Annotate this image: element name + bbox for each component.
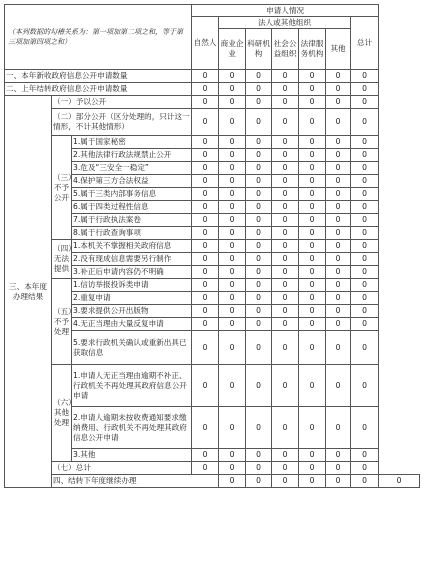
- cell: 0: [246, 83, 272, 96]
- cell: 0: [272, 83, 299, 96]
- cell: 0: [272, 292, 299, 305]
- cell: 0: [326, 214, 351, 227]
- cell: 0: [351, 70, 379, 83]
- table-row: [5, 462, 420, 475]
- table-row: [5, 83, 420, 96]
- disclosure-table: [4, 4, 420, 488]
- cell: 0: [326, 407, 351, 449]
- cell: 0: [299, 109, 326, 136]
- cell: 0: [219, 331, 246, 365]
- row-label: 四、结转下年度继续办理: [52, 475, 219, 488]
- cell: 0: [326, 109, 351, 136]
- row-label: 2.没有现成信息需要另行制作: [72, 253, 192, 266]
- cell: 0: [351, 475, 379, 488]
- cell: 0: [219, 136, 246, 149]
- table-row: [5, 96, 420, 109]
- cell: 0: [246, 188, 272, 201]
- cell: 0: [219, 162, 246, 175]
- row-label: 一、本年新收政府信息公开申请数量: [5, 70, 192, 83]
- cell: 0: [272, 227, 299, 240]
- cell: 0: [219, 266, 246, 279]
- row-label: 3.危及“三安全一稳定”: [72, 162, 192, 175]
- cell: 0: [246, 292, 272, 305]
- cell: 0: [326, 175, 351, 188]
- cell: 0: [192, 240, 219, 253]
- cell: 0: [246, 318, 272, 331]
- cell: 0: [351, 407, 379, 449]
- row-label: 2.申请人逾期未按收费通知要求缴纳费用、行政机关不再处理其政府信息公开申请: [72, 407, 192, 449]
- cell: 0: [272, 318, 299, 331]
- header-commercial: 商业企业: [219, 29, 246, 70]
- table-row: [5, 475, 420, 488]
- cell: 0: [246, 266, 272, 279]
- cell: 0: [246, 227, 272, 240]
- cell: 0: [351, 266, 379, 279]
- cell: 0: [246, 475, 272, 488]
- cell: 0: [192, 109, 219, 136]
- cell: 0: [326, 449, 351, 462]
- header-natural: 自然人: [192, 17, 219, 70]
- cell: 0: [219, 365, 246, 407]
- cell: 0: [192, 83, 219, 96]
- cell: 0: [299, 266, 326, 279]
- cell: 0: [192, 136, 219, 149]
- cell: 0: [299, 365, 326, 407]
- header-note: （本列数据的勾稽关系为：第一项加第二项之和，等于第三项加第四项之和）: [5, 5, 192, 70]
- cell: 0: [246, 175, 272, 188]
- cell: 0: [219, 407, 246, 449]
- row-label: 4.保护第三方合法权益: [72, 175, 192, 188]
- cell: 0: [219, 227, 246, 240]
- cell: 0: [246, 201, 272, 214]
- cell: 0: [299, 83, 326, 96]
- row-label: （二）部分公开（区分处理的，只计这一情形，不计其他情形）: [52, 109, 192, 136]
- cell: 0: [326, 227, 351, 240]
- cell: 0: [326, 253, 351, 266]
- cell: 0: [192, 253, 219, 266]
- cell: 0: [379, 475, 420, 488]
- cell: 0: [326, 149, 351, 162]
- header-total: 总计: [351, 17, 379, 70]
- cell: 0: [299, 407, 326, 449]
- cell: 0: [219, 149, 246, 162]
- cell: 0: [192, 279, 219, 292]
- cell: 0: [351, 201, 379, 214]
- row-label: 5.属于三类内部事务信息: [72, 188, 192, 201]
- group-label: （四）无法提供: [52, 240, 72, 279]
- cell: 0: [219, 475, 246, 488]
- header-research: 科研机构: [246, 29, 272, 70]
- cell: 0: [299, 279, 326, 292]
- cell: 0: [351, 305, 379, 318]
- row-label: 1.申请人无正当理由逾期不补正、行政机关不再处理其政府信息公开申请: [72, 365, 192, 407]
- cell: 0: [272, 240, 299, 253]
- cell: 0: [326, 292, 351, 305]
- row-label: （七）总计: [52, 462, 192, 475]
- row-label: 1.属于国家秘密: [72, 136, 192, 149]
- table-row: [5, 136, 420, 149]
- cell: 0: [192, 407, 219, 449]
- table-row: [5, 240, 420, 253]
- cell: 0: [272, 305, 299, 318]
- cell: 0: [326, 96, 351, 109]
- cell: 0: [246, 149, 272, 162]
- cell: 0: [299, 253, 326, 266]
- table-row: [5, 365, 420, 407]
- cell: 0: [351, 292, 379, 305]
- group-label: （三）不予公开: [52, 136, 72, 240]
- cell: 0: [299, 162, 326, 175]
- cell: 0: [351, 96, 379, 109]
- cell: 0: [192, 70, 219, 83]
- cell: 0: [326, 266, 351, 279]
- cell: 0: [219, 279, 246, 292]
- group-label: （五）不予处理: [52, 279, 72, 365]
- cell: 0: [326, 318, 351, 331]
- cell: 0: [272, 449, 299, 462]
- cell: 0: [219, 318, 246, 331]
- cell: 0: [246, 305, 272, 318]
- row-label: 4.无正当理由大量反复申请: [72, 318, 192, 331]
- row-label: 8.属于行政查询事项: [72, 227, 192, 240]
- cell: 0: [192, 449, 219, 462]
- cell: 0: [326, 462, 351, 475]
- cell: 0: [351, 83, 379, 96]
- cell: 0: [351, 149, 379, 162]
- cell: 0: [272, 175, 299, 188]
- cell: 0: [326, 365, 351, 407]
- cell: 0: [326, 83, 351, 96]
- cell: 0: [192, 214, 219, 227]
- header-applicant: 申请人情况: [192, 5, 379, 17]
- cell: 0: [246, 407, 272, 449]
- cell: 0: [219, 109, 246, 136]
- cell: 0: [326, 136, 351, 149]
- cell: 0: [299, 214, 326, 227]
- cell: 0: [326, 201, 351, 214]
- cell: 0: [219, 175, 246, 188]
- cell: 0: [299, 70, 326, 83]
- cell: 0: [351, 162, 379, 175]
- cell: 0: [246, 331, 272, 365]
- table-row: [5, 279, 420, 292]
- cell: 0: [246, 462, 272, 475]
- cell: 0: [351, 109, 379, 136]
- cell: 0: [246, 136, 272, 149]
- cell: 0: [219, 449, 246, 462]
- cell: 0: [299, 227, 326, 240]
- cell: 0: [272, 214, 299, 227]
- cell: 0: [219, 305, 246, 318]
- cell: 0: [219, 70, 246, 83]
- cell: 0: [192, 331, 219, 365]
- row-label: 6.属于四类过程性信息: [72, 201, 192, 214]
- row-label: 7.属于行政执法案卷: [72, 214, 192, 227]
- row-label: 3.补正后申请内容仍不明确: [72, 266, 192, 279]
- cell: 0: [299, 201, 326, 214]
- cell: 0: [351, 240, 379, 253]
- cell: 0: [192, 162, 219, 175]
- cell: 0: [192, 149, 219, 162]
- cell: 0: [192, 201, 219, 214]
- cell: 0: [192, 175, 219, 188]
- cell: 0: [351, 331, 379, 365]
- cell: 0: [246, 109, 272, 136]
- cell: 0: [326, 70, 351, 83]
- cell: 0: [192, 227, 219, 240]
- cell: 0: [272, 201, 299, 214]
- cell: 0: [272, 149, 299, 162]
- cell: 0: [219, 96, 246, 109]
- cell: 0: [299, 331, 326, 365]
- cell: 0: [299, 462, 326, 475]
- cell: 0: [272, 162, 299, 175]
- cell: 0: [299, 240, 326, 253]
- cell: 0: [246, 162, 272, 175]
- cell: 0: [219, 201, 246, 214]
- cell: 0: [192, 266, 219, 279]
- cell: 0: [299, 149, 326, 162]
- cell: 0: [351, 175, 379, 188]
- cell: 0: [299, 292, 326, 305]
- cell: 0: [351, 136, 379, 149]
- table-row: [5, 70, 420, 83]
- row-label: 1.本机关不掌握相关政府信息: [72, 240, 192, 253]
- row-label: 二、上年结转政府信息公开申请数量: [5, 83, 192, 96]
- cell: 0: [299, 305, 326, 318]
- cell: 0: [351, 318, 379, 331]
- cell: 0: [219, 240, 246, 253]
- cell: 0: [219, 462, 246, 475]
- row-label: 3.其他: [72, 449, 192, 462]
- cell: 0: [299, 475, 326, 488]
- cell: 0: [299, 96, 326, 109]
- cell: 0: [246, 240, 272, 253]
- cell: 0: [272, 70, 299, 83]
- cell: 0: [351, 214, 379, 227]
- cell: 0: [272, 475, 299, 488]
- cell: 0: [299, 136, 326, 149]
- cell: 0: [326, 475, 351, 488]
- header-legal: 法人或其他组织: [219, 17, 351, 29]
- header-social: 社会公益组织: [272, 29, 299, 70]
- cell: 0: [351, 365, 379, 407]
- row-label: 2.其他法律行政法规禁止公开: [72, 149, 192, 162]
- cell: 0: [326, 279, 351, 292]
- row-label: 2.重复申请: [72, 292, 192, 305]
- row-label: 3.要求提供公开出版物: [72, 305, 192, 318]
- cell: 0: [192, 292, 219, 305]
- cell: 0: [272, 253, 299, 266]
- cell: 0: [272, 279, 299, 292]
- cell: 0: [272, 109, 299, 136]
- cell: 0: [299, 318, 326, 331]
- cell: 0: [192, 96, 219, 109]
- cell: 0: [351, 462, 379, 475]
- cell: 0: [326, 162, 351, 175]
- cell: 0: [299, 175, 326, 188]
- cell: 0: [351, 253, 379, 266]
- cell: 0: [299, 449, 326, 462]
- cell: 0: [299, 188, 326, 201]
- table-row: [5, 109, 420, 136]
- cell: 0: [272, 331, 299, 365]
- cell: 0: [246, 279, 272, 292]
- cell: 0: [351, 449, 379, 462]
- cell: 0: [192, 188, 219, 201]
- cell: 0: [272, 96, 299, 109]
- cell: 0: [246, 449, 272, 462]
- row-label: 1.信访举报投诉类申请: [72, 279, 192, 292]
- row-label: 5.要求行政机关确认或重新出具已获取信息: [72, 331, 192, 365]
- cell: 0: [272, 188, 299, 201]
- cell: 0: [326, 305, 351, 318]
- cell: 0: [219, 214, 246, 227]
- cell: 0: [351, 188, 379, 201]
- header-other: 其他: [326, 29, 351, 70]
- cell: 0: [246, 96, 272, 109]
- cell: 0: [219, 188, 246, 201]
- cell: 0: [326, 240, 351, 253]
- cell: 0: [192, 318, 219, 331]
- cell: 0: [272, 365, 299, 407]
- cell: 0: [272, 462, 299, 475]
- cell: 0: [246, 214, 272, 227]
- cell: 0: [326, 188, 351, 201]
- cell: 0: [246, 365, 272, 407]
- cell: 0: [272, 136, 299, 149]
- group-label: （六）其他处理: [52, 365, 72, 462]
- cell: 0: [219, 253, 246, 266]
- cell: 0: [219, 83, 246, 96]
- cell: 0: [192, 462, 219, 475]
- header-legal-service: 法律服务机构: [299, 29, 326, 70]
- cell: 0: [351, 279, 379, 292]
- section-three-label: 三、本年度办理结果: [5, 96, 52, 488]
- cell: 0: [326, 331, 351, 365]
- cell: 0: [192, 305, 219, 318]
- row-label: （一）予以公开: [52, 96, 192, 109]
- cell: 0: [192, 365, 219, 407]
- cell: 0: [219, 292, 246, 305]
- cell: 0: [246, 70, 272, 83]
- cell: 0: [351, 227, 379, 240]
- cell: 0: [272, 407, 299, 449]
- cell: 0: [272, 266, 299, 279]
- cell: 0: [246, 253, 272, 266]
